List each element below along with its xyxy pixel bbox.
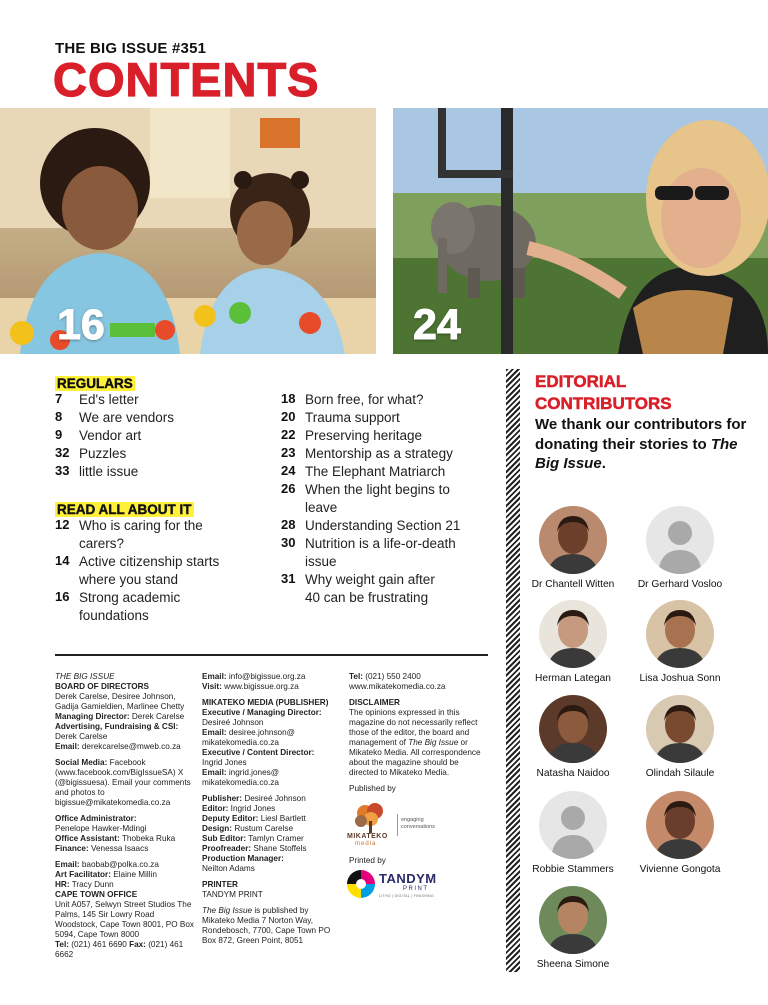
tandym-wordmark: TANDYM	[379, 871, 437, 886]
toc-item[interactable]	[55, 463, 275, 481]
contributor-name: Dr Chantell Witten	[531, 579, 615, 590]
toc-page-number: 33	[55, 463, 70, 478]
tandym-print-logo[interactable]	[347, 868, 452, 902]
contributor-photo	[539, 506, 607, 574]
contributor-name: Robbie Stammers	[532, 864, 614, 875]
contributor-name: Dr Gerhard Vosloo	[637, 579, 723, 590]
toc-page-number: 22	[281, 427, 296, 442]
toc-item[interactable]	[55, 391, 275, 409]
toc-item[interactable]	[55, 517, 275, 553]
contributor-card[interactable]	[513, 600, 633, 684]
masthead-column-3: Tel: (021) 550 2400 www.mikatekomedia.co.za DISCLAIMER The opinions expressed in this magazine do not necessarily reflect those of the editor, the board and management of The Big Issue or Mikateko Media. All correspondence about the magazine should be directed to Mikateko Media. Published by	[349, 672, 481, 793]
mikateko-wordmark: MIKATEKO	[347, 833, 388, 840]
toc-page-number: 30	[281, 535, 296, 550]
masthead-column-2: Email: info@bigissue.org.za Visit: www.bigissue.org.za MIKATEKO MEDIA (PUBLISHER) Executive / Managing Director: Desireé Johnson Email: desiree.johnson@ mikatekomedia.co.za Executive / Content Director: Ingrid Jones Email: ingrid.jones@ mikatekomedia.co.za Publisher: Desireé Johnson Editor: Ingrid Jones Deputy Editor: Liesl Bartlett Design: Rustum Carelse Sub Editor: Tamlyn Cramer Proofreader: Shane Stoffels Production Manager: Neilton Adams PRINTER TANDYM PRINT The Big Issue is published by Mikateko Media 7 Norton Way, Rondebosch, 7700, Cape Town PO Box 872, Green Point, 8051	[202, 672, 331, 945]
safari-elephant-photo	[393, 108, 768, 354]
regulars-heading: REGULARS	[57, 376, 133, 391]
toc-item[interactable]	[281, 409, 491, 427]
regulars-list	[55, 391, 275, 481]
toc-page-number: 14	[55, 553, 70, 568]
toc-title: Ed's letter	[79, 392, 139, 407]
toc-page-number: 24	[281, 463, 296, 478]
contributor-card[interactable]	[513, 506, 633, 590]
toc-title: Born free, for what?	[305, 392, 424, 407]
toc-item[interactable]	[281, 427, 491, 445]
tree-icon	[349, 803, 393, 835]
contributor-name: Lisa Joshua Sonn	[639, 673, 721, 684]
toc-item[interactable]	[281, 463, 491, 481]
toc-page-number: 32	[55, 445, 70, 460]
toc-item[interactable]	[55, 427, 275, 445]
toc-page-number: 18	[281, 391, 296, 406]
sidebar-thanks: We thank our contributors for donating their stories to The Big Issue.	[535, 416, 747, 472]
masthead-column-1: THE BIG ISSUE BOARD OF DIRECTORS Derek Carelse, Desiree Johnson, Gadija Gamieldien, Marlinee Chetty Managing Director: Derek Carelse Advertising, Fundraising & CSI: Derek Carelse Email: derekcarelse@mweb.co.za Social Media: Facebook (www.facebook.com/BigIssueSA) X (@bigissuesa). Email your comments and photos to bigissue@mikatekomedia.co.za Office Administrator: Penelope Hawker-Mdingi Office Assistant: Thobeka Ruka Finance: Venessa Isaacs Email: baobab@polka.co.za Art Facilitator: Elaine Millin HR: Tracy Dunn CAPE TOWN OFFICE Unit A057, Selwyn Street Studios The Palms, 145 Sir Lowry Road Woodstock, Cape Town 8001, PO Box 5094, Cape Town 8000 Tel: (021) 461 6690 Fax: (021) 461 6662	[55, 672, 194, 959]
photo-page-number: 24	[413, 301, 461, 349]
toc-item[interactable]	[281, 517, 491, 535]
toc-title: Vendor art	[79, 428, 142, 443]
contributor-name: Sheena Simone	[536, 959, 610, 970]
toc-title: Preserving heritage	[305, 428, 423, 443]
toc-page-number: 9	[55, 427, 63, 442]
read-all-list	[55, 517, 275, 625]
toc-title: Mentorship as a strategy	[305, 446, 453, 461]
toc-title: Strong academic foundations	[79, 590, 181, 623]
toc-page-number: 28	[281, 517, 296, 532]
contributor-photo	[539, 695, 607, 763]
contributor-photo	[539, 600, 607, 668]
photo-page-number: 16	[57, 301, 105, 349]
contributor-card[interactable]	[620, 600, 740, 684]
toc-title: Understanding Section 21	[305, 518, 461, 533]
toc-title: little issue	[79, 464, 139, 479]
toc-title: Puzzles	[79, 446, 127, 461]
section-divider	[55, 654, 488, 656]
toc-item[interactable]	[281, 445, 491, 463]
toc-item[interactable]	[55, 589, 275, 625]
contributor-name: Vivienne Gongota	[639, 864, 721, 875]
toc-item[interactable]	[55, 445, 275, 463]
children-playing-photo	[0, 108, 376, 354]
toc-title: Why weight gain after 40 can be frustrating	[305, 572, 435, 605]
mikateko-tagline: engaging conversations	[401, 817, 435, 830]
contributor-name: Herman Lategan	[535, 673, 611, 684]
toc-page-number: 12	[55, 517, 70, 532]
contributor-photo	[646, 791, 714, 859]
toc-page-number: 7	[55, 391, 63, 406]
tandym-circle-icon	[347, 870, 375, 898]
toc-item[interactable]	[281, 481, 491, 517]
contributor-photo	[646, 600, 714, 668]
features-list	[281, 391, 491, 607]
mikateko-media-word: media	[355, 841, 377, 847]
contributor-photo	[539, 886, 607, 954]
logo-divider	[397, 814, 398, 836]
avatar-placeholder-icon	[646, 506, 714, 574]
contributor-photo	[646, 695, 714, 763]
mikateko-media-logo[interactable]	[347, 803, 442, 849]
contributor-name: Natasha Naidoo	[536, 768, 610, 779]
issue-label: THE BIG ISSUE #351	[55, 40, 207, 57]
contributor-card[interactable]	[513, 695, 633, 779]
toc-page-number: 8	[55, 409, 63, 424]
sidebar-title: EDITORIAL CONTRIBUTORS	[535, 372, 672, 413]
contributor-card[interactable]	[620, 506, 740, 590]
toc-title: Nutrition is a life-or-death issue	[305, 536, 456, 569]
toc-title: We are vendors	[79, 410, 175, 425]
toc-page-number: 23	[281, 445, 296, 460]
page-title: CONTENTS	[53, 53, 320, 106]
toc-title: Active citizenship starts where you stand	[79, 554, 220, 587]
toc-title: Who is caring for the carers?	[79, 518, 203, 551]
toc-title: The Elephant Matriarch	[305, 464, 446, 479]
toc-page-number: 26	[281, 481, 296, 496]
toc-item[interactable]	[55, 553, 275, 589]
printed-by-label: Printed by	[349, 856, 386, 865]
toc-item[interactable]	[281, 391, 491, 409]
avatar-placeholder-icon	[539, 791, 607, 859]
tandym-tagline: LITHO | DIGITAL | FINISHING	[379, 894, 435, 898]
read-all-heading: READ ALL ABOUT IT	[57, 502, 192, 517]
contributor-card[interactable]	[620, 791, 740, 875]
toc-title: Trauma support	[305, 410, 400, 425]
toc-item[interactable]	[281, 535, 491, 571]
contributor-card[interactable]	[620, 695, 740, 779]
toc-page-number: 16	[55, 589, 70, 604]
contributor-name: Olindah Silaule	[645, 768, 715, 779]
toc-page-number: 31	[281, 571, 296, 586]
contributor-card[interactable]	[513, 791, 633, 875]
tandym-print-word: PRINT	[403, 886, 429, 892]
toc-title: When the light begins to leave	[305, 482, 450, 515]
toc-item[interactable]	[281, 571, 491, 607]
contributor-card[interactable]	[513, 886, 633, 970]
toc-page-number: 20	[281, 409, 296, 424]
toc-item[interactable]	[55, 409, 275, 427]
